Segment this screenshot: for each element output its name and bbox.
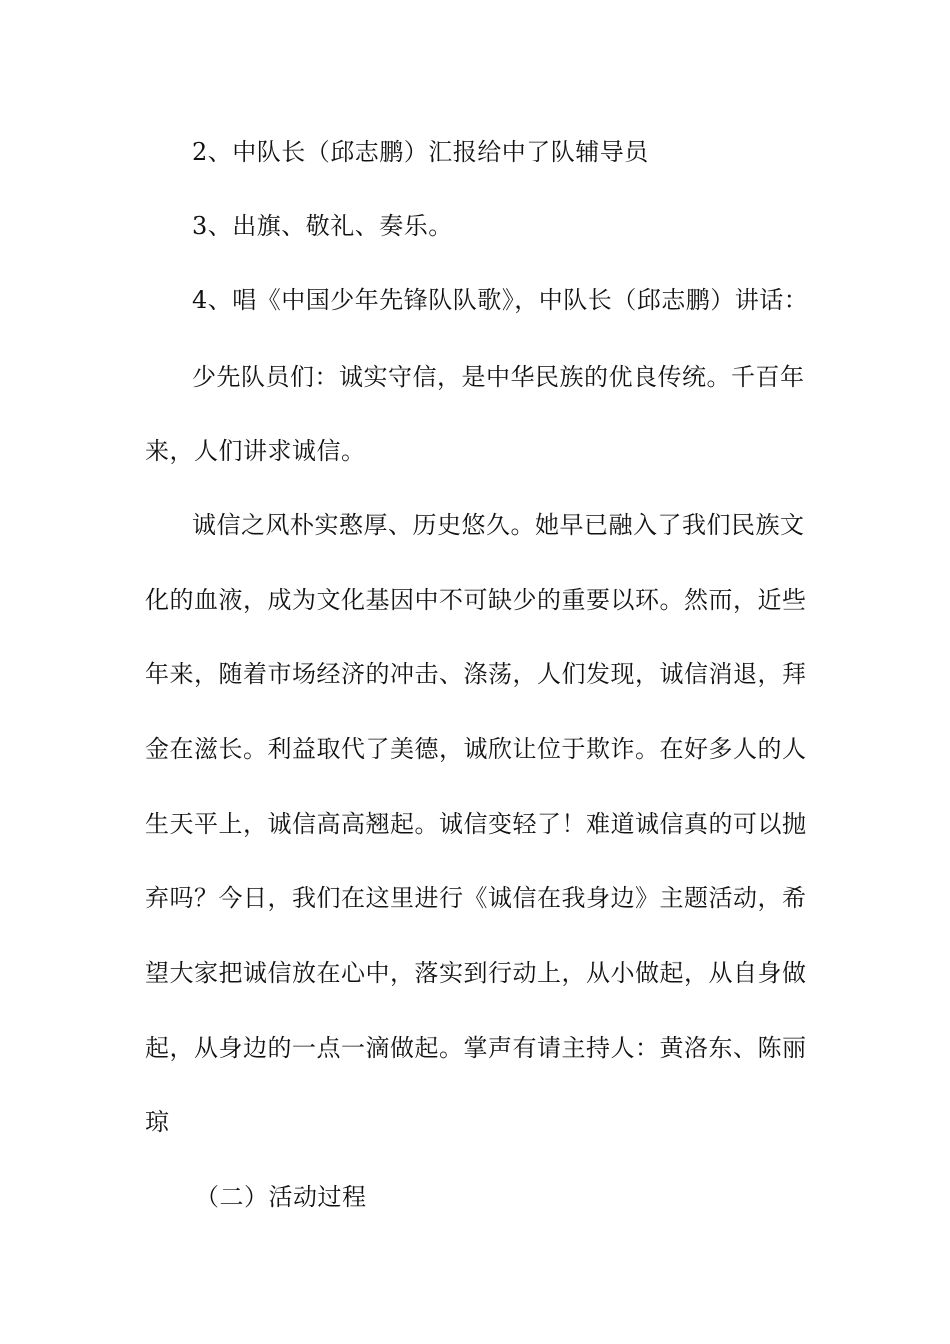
paragraph-line: 诚信之风朴实憨厚、历史悠久。她早已融入了我们民族文	[192, 511, 805, 539]
paragraph-line: 化的血液，成为文化基因中不可缺少的重要以环。然而，近些	[145, 586, 807, 614]
list-item-report: 2、中队长（邱志鹏）汇报给中了队辅导员	[192, 138, 649, 166]
paragraph-line: 少先队员们：诚实守信，是中华民族的优良传统。千百年	[192, 363, 805, 391]
list-item-anthem-speech: 4、唱《中国少年先锋队队歌》，中队长（邱志鹏）讲话：	[192, 286, 809, 314]
paragraph-line: 望大家把诚信放在心中，落实到行动上，从小做起，从自身做	[145, 959, 807, 987]
paragraph-line: 琼	[145, 1108, 170, 1136]
paragraph-line: 来，人们讲求诚信。	[145, 437, 366, 465]
section-heading: （二）活动过程	[195, 1183, 367, 1211]
paragraph-line: 起，从身边的一点一滴做起。掌声有请主持人：黄洛东、陈丽	[145, 1034, 807, 1062]
list-item-flag-ceremony: 3、出旗、敬礼、奏乐。	[192, 212, 453, 240]
paragraph-line: 金在滋长。利益取代了美德，诚欣让位于欺诈。在好多人的人	[145, 735, 807, 763]
paragraph-line: 生天平上，诚信高高翘起。诚信变轻了！难道诚信真的可以抛	[145, 810, 807, 838]
paragraph-line: 年来，随着市场经济的冲击、涤荡，人们发现，诚信消退，拜	[145, 660, 807, 688]
paragraph-line: 弃吗？今日，我们在这里进行《诚信在我身边》主题活动，希	[145, 884, 807, 912]
